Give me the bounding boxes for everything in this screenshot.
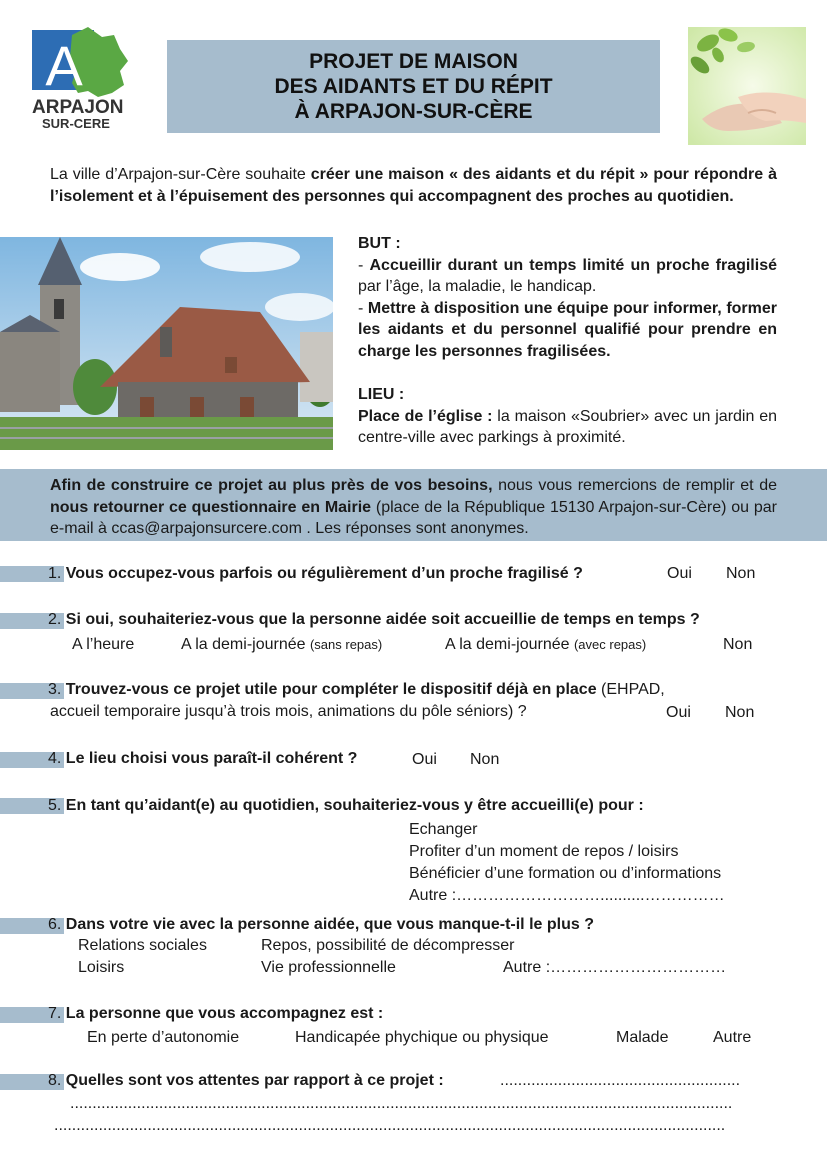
q1-non-option[interactable]: Non: [726, 565, 756, 582]
q2-option-half-day-meal[interactable]: A la demi-journée (avec repas): [445, 636, 647, 653]
q8-answer-line-2[interactable]: .....................................................................................................................................................: [70, 1095, 733, 1112]
q2-option-half-day-no-meal[interactable]: A la demi-journée (sans repas): [181, 636, 383, 653]
question-6: 6. Dans votre vie avec la personne aidée, que vous manque-t-il le plus ?: [48, 916, 594, 933]
logo-graphic: [32, 27, 128, 133]
q5-option-exchange[interactable]: Echanger: [409, 821, 478, 838]
question-4: 4. Le lieu choisi vous paraît-il cohérent ?: [48, 750, 358, 767]
q2-option-non[interactable]: Non: [723, 636, 753, 653]
title-line-1: PROJET DE MAISON: [309, 50, 518, 73]
q6-option-other[interactable]: Autre :……………………………: [503, 959, 727, 976]
q2-option-hour[interactable]: A l’heure: [72, 636, 135, 653]
q5-option-other[interactable]: Autre :………………………..........……………: [409, 887, 725, 904]
q5-option-training[interactable]: Bénéficier d’une formation ou d’informations: [409, 865, 722, 882]
logo-letter: A: [45, 34, 83, 97]
q8-answer-line-1[interactable]: ......................................................: [500, 1072, 741, 1089]
q3-non-option[interactable]: Non: [725, 704, 755, 721]
intro-paragraph: [50, 164, 777, 208]
intro-bold: créer une maison « des aidants et du répit » pour répondre à l’isolement et à l’épuisement des personnes qui accompagnent des proches au quotidien.: [50, 166, 777, 205]
goal-and-location: [358, 233, 777, 449]
title-line-3: À ARPAJON-SUR-CÈRE: [294, 100, 533, 123]
lieu-text: Place de l’église : la maison «Soubrier» avec un jardin en centre-ville avec parkings à proximité.: [358, 407, 777, 447]
logo-subname: SUR-CERE: [42, 116, 110, 131]
q7-option-disability[interactable]: Handicapée phychique ou physique: [295, 1029, 549, 1046]
but-heading: BUT :: [358, 235, 401, 252]
q4-oui-option[interactable]: Oui: [412, 751, 437, 768]
intro-plain: La ville d’Arpajon-sur-Cère souhaite: [50, 166, 311, 183]
but-item-1: - Accueillir durant un temps limité un proche fragilisé par l’âge, la maladie, le handicap.: [358, 256, 777, 296]
hands-photo: [688, 27, 806, 145]
church-house-photo: [0, 237, 333, 450]
q7-option-other[interactable]: Autre: [713, 1029, 752, 1046]
q3-oui-option[interactable]: Oui: [666, 704, 691, 721]
q4-non-option[interactable]: Non: [470, 751, 500, 768]
question-2: 2. Si oui, souhaiteriez-vous que la personne aidée soit accueillie de temps en temps ?: [48, 611, 700, 628]
but-item-2: - Mettre à disposition une équipe pour informer, former les aidants et du personnel qualifié pour prendre en charge les personnes fragilisées.: [358, 299, 777, 360]
q6-option-rest[interactable]: Repos, possibilité de décompresser: [261, 937, 515, 954]
title-line-2: DES AIDANTS ET DU RÉPIT: [274, 75, 553, 98]
q1-oui-option[interactable]: Oui: [667, 565, 692, 582]
question-5: 5. En tant qu’aidant(e) au quotidien, souhaiteriez-vous y être accueilli(e) pour :: [48, 797, 644, 814]
q7-option-ill[interactable]: Malade: [616, 1029, 669, 1046]
logo-name: ARPAJON: [32, 97, 124, 118]
q6-option-leisure[interactable]: Loisirs: [78, 959, 125, 976]
question-1: 1. Vous occupez-vous parfois ou régulièrement d’un proche fragilisé ?: [48, 565, 583, 582]
question-7: 7. La personne que vous accompagnez est :: [48, 1005, 384, 1022]
question-8: 8. Quelles sont vos attentes par rapport à ce projet :: [48, 1072, 444, 1089]
page-title: [167, 40, 660, 133]
q5-option-rest[interactable]: Profiter d’un moment de repos / loisirs: [409, 843, 679, 860]
q8-answer-line-3[interactable]: .......................................................................................................................................................: [54, 1117, 726, 1134]
q6-option-social[interactable]: Relations sociales: [78, 937, 207, 954]
instructions-text: Afin de construire ce projet au plus près de vos besoins, nous vous remercions de remplir et de nous retourner ce questionnaire en Mairie (place de la République 15130 Arpajon-sur-Cère) ou par e-mail à ccas@arpajonsurcere.com . Les réponses sont anonymes.: [50, 477, 778, 537]
question-3-line-2: accueil temporaire jusqu’à trois mois, animations du pôle séniors) ?: [50, 703, 527, 720]
question-3: 3. Trouvez-vous ce projet utile pour compléter le dispositif déjà en place (EHPAD,: [48, 681, 665, 698]
arpajon-logo: [32, 27, 128, 133]
q6-option-work[interactable]: Vie professionnelle: [261, 959, 396, 976]
lieu-heading: LIEU :: [358, 386, 405, 404]
q7-option-autonomy[interactable]: En perte d’autonomie: [87, 1029, 240, 1046]
